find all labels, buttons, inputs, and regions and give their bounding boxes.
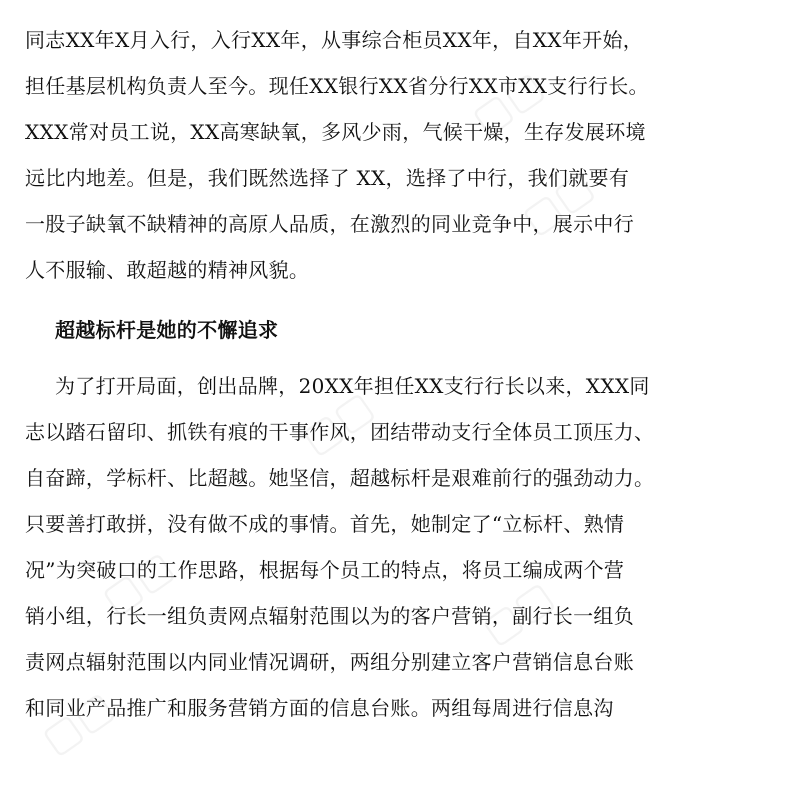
text-line: 远比内地差。但是，我们既然选择了 XX，选择了中行，我们就要有 bbox=[25, 166, 630, 190]
text-line: 人不服输、敢超越的精神风貌。 bbox=[25, 258, 310, 282]
text-line: 担任基层机构负责人至今。现任XX银行XX省分行XX市XX支行行长。 bbox=[25, 74, 649, 98]
text-line: 为了打开局面，创出品牌，20XX年担任XX支行行长以来，XXX同 bbox=[55, 374, 650, 398]
text-line: 只要善打敢拼，没有做不成的事情。首先，她制定了“立标杆、熟情 bbox=[25, 512, 625, 536]
text-line: 责网点辐射范围以内同业情况调研，两组分别建立客户营销信息台账 bbox=[25, 650, 634, 674]
watermark-logo: ▢▢ bbox=[463, 62, 552, 144]
section-heading: 超越标杆是她的不懈追求 bbox=[55, 318, 279, 342]
watermark-logo: ▢▢ bbox=[473, 572, 562, 654]
watermark-logo: ▢▢ bbox=[93, 542, 182, 624]
text-line: 自奋蹄，学标杆、比超越。她坚信，超越标杆是艰难前行的强劲动力。 bbox=[25, 466, 655, 490]
text-line: 同志XX年X月入行，入行XX年，从事综合柜员XX年，自XX年开始， bbox=[25, 28, 644, 52]
text-line: 和同业产品推广和服务营销方面的信息台账。两组每周进行信息沟 bbox=[25, 696, 614, 720]
watermark-logo: ▢▢ bbox=[513, 162, 602, 244]
text-line: 志以踏石留印、抓铁有痕的干事作风，团结带动支行全体员工顶压力、 bbox=[25, 420, 655, 444]
text-line: 销小组，行长一组负责网点辐射范围以为的客户营销，副行长一组负 bbox=[25, 604, 634, 628]
watermark-logo: ▢▢ bbox=[293, 382, 382, 464]
watermark-logo: ▢▢ bbox=[33, 682, 122, 764]
text-line: XXX常对员工说，XX高寒缺氧，多风少雨，气候干燥，生存发展环境 bbox=[25, 120, 646, 144]
text-line: 况”为突破口的工作思路，根据每个员工的特点，将员工编成两个营 bbox=[25, 558, 625, 582]
text-line: 一股子缺氧不缺精神的高原人品质，在激烈的同业竞争中，展示中行 bbox=[25, 212, 634, 236]
